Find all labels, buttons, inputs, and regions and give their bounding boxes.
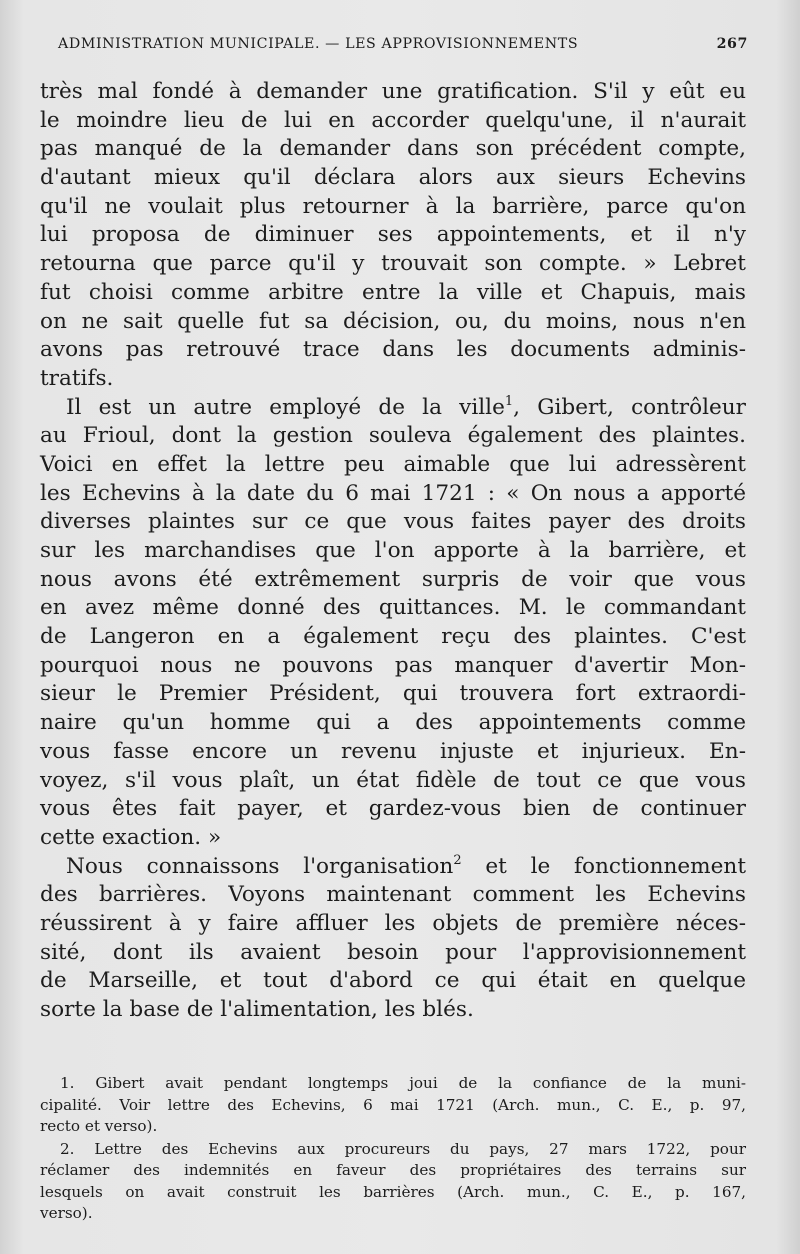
text-line: Voici en effet la lettre peu aimable que lui adressèrent [40, 451, 746, 477]
text-line: qu'il ne voulait plus retourner à la barrière, parce qu'on [40, 193, 746, 219]
footnote-reference: 1 [504, 393, 514, 409]
text-line: sur les marchandises que l'on apporte à la barrière, et [40, 538, 746, 563]
text-segment: et le fonctionnement [461, 853, 747, 879]
running-header [58, 36, 748, 58]
text-line: diverses plaintes sur ce que vous faites payer des droits [40, 509, 746, 535]
text-line: très mal fondé à demander une gratification. S'il y eût eu [40, 79, 746, 104]
footnotes [40, 1073, 746, 1225]
running-title: ADMINISTRATION MUNICIPALE. — LES APPROVISIONNEMENTS [58, 36, 579, 52]
footnote [40, 1073, 746, 1138]
footnote-line: cipalité. Voir lettre des Echevins, 6 mai 1721 (Arch. mun., C. E., p. 97, [40, 1095, 746, 1114]
footnote-line: 1. Gibert avait pendant longtemps joui de la confiance de la muni- [60, 1074, 746, 1092]
text-line: en avez même donné des quittances. M. le commandant [40, 595, 746, 621]
text-line [40, 853, 746, 882]
text-line: sieur le Premier Président, qui trouvera fort extraordi- [40, 681, 746, 707]
text-line: de Marseille, et tout d'abord ce qui était en quelque [40, 968, 746, 994]
text-line: sorte la base de l'alimentation, les blés. [40, 997, 474, 1022]
text-line: de Langeron en a également reçu des plaintes. C'est [40, 624, 746, 650]
page-number: 267 [716, 36, 748, 52]
text-segment: Nous connaissons l'organisation [66, 853, 454, 879]
text-segment: , Gibert, contrôleur [513, 394, 746, 420]
text-line: réussirent à y faire affluer les objets de première néces- [40, 910, 746, 936]
text-line: nous avons été extrêmement surpris de voir que vous [40, 566, 746, 592]
footnote-line: réclamer des indemnités en faveur des propriétaires des terrains sur [40, 1161, 746, 1179]
text-line: pas manqué de la demander dans son précédent compte, [40, 136, 746, 162]
text-line: pourquoi nous ne pouvons pas manquer d'avertir Mon- [40, 652, 746, 678]
text-line: lui proposa de diminuer ses appointements, et il n'y [40, 222, 746, 248]
text-line: fut choisi comme arbitre entre la ville et Chapuis, mais [40, 279, 746, 305]
text-line: au Frioul, dont la gestion souleva également des plaintes. [40, 423, 746, 449]
text-line: les Echevins à la date du 6 mai 1721 : « On nous a apporté [40, 480, 746, 506]
text-line: on ne sait quelle fut sa décision, ou, du moins, nous n'en [40, 308, 746, 334]
text-line: voyez, s'il vous plaît, un état fidèle de tout ce que vous [40, 767, 746, 793]
text-line: d'autant mieux qu'il déclara alors aux sieurs Echevins [40, 165, 746, 191]
footnote-line: verso). [40, 1204, 93, 1222]
body-text [40, 78, 746, 1025]
footnote-reference: 2 [453, 852, 462, 868]
footnote-line: lesquels on avait construit les barrières (Arch. mun., C. E., p. 167, [40, 1182, 746, 1201]
footnote [40, 1139, 746, 1225]
footnote-line: recto et verso). [40, 1117, 158, 1135]
text-line: vous fasse encore un revenu injuste et injurieux. En- [40, 738, 746, 764]
text-segment: Il est un autre employé de la ville [66, 394, 505, 420]
text-line [40, 394, 746, 423]
text-line: cette exaction. » [40, 824, 222, 850]
text-line: vous êtes fait payer, et gardez-vous bien de continuer [40, 796, 746, 822]
text-line: le moindre lieu de lui en accorder quelqu'une, il n'aurait [40, 107, 746, 133]
text-line: tratifs. [40, 365, 114, 391]
footnote-line: 2. Lettre des Echevins aux procureurs du pays, 27 mars 1722, pour [60, 1139, 746, 1158]
text-line: naire qu'un homme qui a des appointements comme [40, 710, 746, 736]
text-line: retourna que parce qu'il y trouvait son compte. » Lebret [40, 251, 746, 277]
text-line: des barrières. Voyons maintenant comment les Echevins [40, 882, 746, 908]
text-line: avons pas retrouvé trace dans les documents adminis- [40, 337, 746, 363]
text-line: sité, dont ils avaient besoin pour l'approvisionnement [40, 939, 746, 965]
